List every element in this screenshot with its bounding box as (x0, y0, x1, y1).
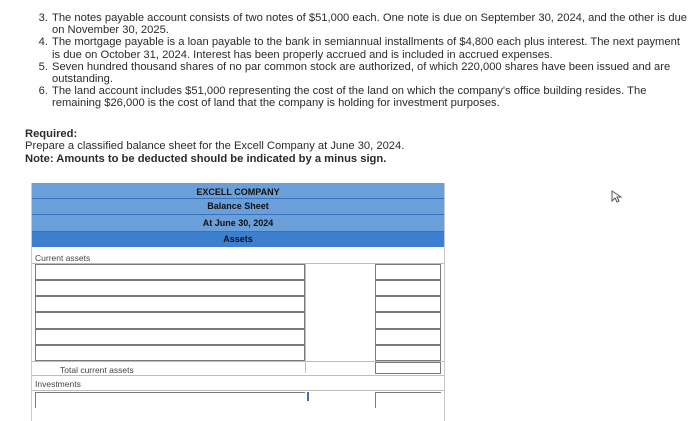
balance-sheet-table (31, 183, 445, 421)
investment-account-input[interactable] (35, 392, 305, 408)
note-line: outstanding. (52, 73, 113, 86)
required-section (25, 128, 404, 165)
amount-input[interactable] (375, 264, 441, 280)
section-assets-header: Assets (32, 232, 444, 247)
investments-label: Investments (35, 379, 81, 389)
amount-input[interactable] (375, 280, 441, 296)
note-line: on November 30, 2025. (52, 24, 169, 37)
amount-input[interactable] (375, 296, 441, 312)
amount-input[interactable] (375, 345, 441, 361)
note-number: 5. (38, 60, 48, 73)
sheet-title: Balance Sheet (32, 199, 444, 214)
account-input[interactable] (35, 280, 305, 296)
account-input[interactable] (35, 329, 305, 345)
note-line: Seven hundred thousand shares of no par common stock are authorized, of which 220,000 shares have been issued and are (52, 60, 671, 73)
problem-notes (0, 12, 700, 110)
sheet-date: At June 30, 2024 (32, 215, 444, 231)
total-current-assets-label: Total current assets (60, 365, 134, 375)
note-6 (0, 85, 700, 109)
note-line: The notes payable account consists of two notes of $51,000 each. One note is due on September 30, 2024, and the other is due (52, 12, 688, 24)
note-3 (0, 12, 700, 36)
required-heading: Required: (25, 128, 78, 140)
note-number: 3. (38, 12, 48, 24)
row-divider (32, 375, 444, 376)
account-input[interactable] (35, 264, 305, 280)
current-assets-label: Current assets (35, 253, 91, 263)
amount-input[interactable] (375, 329, 441, 345)
note-line: remaining $26,000 is the cost of land that the company is holding for investment purposes. (52, 97, 500, 110)
note-4 (0, 36, 700, 60)
company-name: EXCELL COMPANY (32, 183, 444, 198)
mouse-pointer-icon (610, 190, 624, 204)
investment-amount-input[interactable] (375, 392, 441, 408)
account-input[interactable] (35, 312, 305, 329)
note-number: 4. (38, 36, 48, 49)
input-caret (307, 392, 309, 401)
note-line: The mortgage payable is a loan payable to the bank in semiannual installments of $4,800 each plus interest. The next payment (52, 36, 680, 49)
note-line: The land account includes $51,000 representing the cost of the land on which the company's office building resides. The (52, 85, 647, 98)
amount-input[interactable] (375, 312, 441, 329)
account-input[interactable] (35, 345, 305, 361)
note-line: is due on October 31, 2024. Interest has been properly accrued and is included in accrued expenses. (52, 48, 553, 61)
note-5 (0, 61, 700, 85)
note-number: 6. (38, 85, 48, 98)
total-current-assets-input[interactable] (375, 362, 441, 374)
account-input[interactable] (35, 296, 305, 312)
required-instruction: Prepare a classified balance sheet for the Excell Company at June 30, 2024. (25, 140, 405, 153)
required-note: Note: Amounts to be deducted should be indicated by a minus sign. (25, 152, 387, 165)
column-divider (305, 263, 306, 373)
row-divider (32, 390, 444, 391)
